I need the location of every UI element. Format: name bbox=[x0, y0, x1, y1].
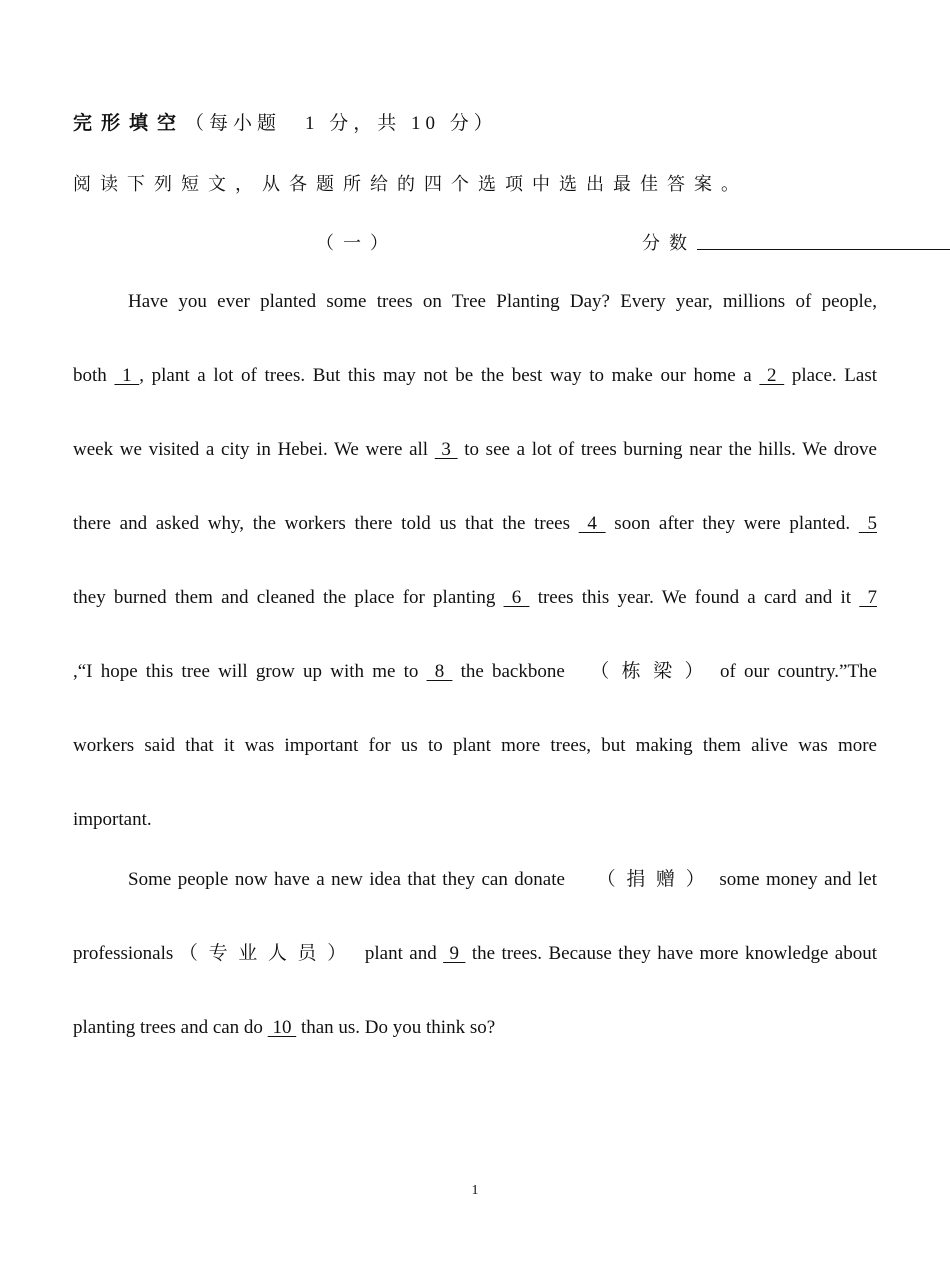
blank-4[interactable]: 4 bbox=[578, 513, 606, 534]
blank-8[interactable]: 8 bbox=[426, 661, 453, 682]
passage-line bbox=[73, 734, 877, 758]
line-text: soon after they were planted. bbox=[605, 513, 859, 534]
line-text: to see a lot of trees burning near the hills. We drove bbox=[457, 439, 877, 460]
blank-1[interactable]: 1 bbox=[114, 365, 140, 386]
section-label: （一） bbox=[316, 233, 397, 253]
passage-line bbox=[128, 868, 877, 892]
gloss: （专业人员） bbox=[177, 943, 357, 964]
line-text: , plant a lot of trees. But this may not be the best way to make our home a bbox=[139, 365, 760, 386]
score-label: 分数 bbox=[642, 233, 696, 253]
gloss: （捐赠） bbox=[594, 869, 716, 890]
blank-2[interactable]: 2 bbox=[759, 365, 785, 386]
line-text: ,“I hope this tree will grow up with me to bbox=[73, 661, 427, 682]
line-text: there and asked why, the workers there told us that the trees bbox=[73, 513, 579, 534]
line-text: place. Last bbox=[784, 365, 878, 386]
line-text: the backbone bbox=[452, 661, 565, 682]
line-text: both bbox=[73, 365, 115, 386]
passage-line bbox=[73, 808, 877, 832]
passage-line bbox=[73, 1016, 877, 1040]
line-text: professionals bbox=[73, 943, 174, 964]
blank-5[interactable]: 5 bbox=[858, 513, 878, 534]
line-text: the trees. Because they have more knowledge about bbox=[465, 943, 877, 964]
blank-10[interactable]: 10 bbox=[267, 1017, 297, 1038]
page-number: 1 bbox=[471, 1183, 479, 1198]
line-text: than us. Do you think so? bbox=[296, 1017, 496, 1038]
passage-line bbox=[73, 364, 877, 388]
instruction: 阅读下列短文，从各题所给的四个选项中选出最佳答案。 bbox=[73, 174, 748, 194]
title-main: 完形填空 bbox=[73, 113, 186, 134]
score-field bbox=[642, 229, 696, 255]
passage-line bbox=[73, 586, 877, 610]
line-text: trees this year. We found a card and it bbox=[529, 587, 860, 608]
line-text: plant and bbox=[364, 943, 444, 964]
title-note: （每小题 1 分，共 10 分） bbox=[185, 113, 498, 134]
score-blank-line[interactable] bbox=[697, 249, 950, 250]
line-text: important. bbox=[73, 809, 152, 830]
line-text: some money and let bbox=[719, 869, 877, 890]
blank-9[interactable]: 9 bbox=[443, 943, 466, 964]
section-title bbox=[73, 108, 498, 135]
line-text: planting trees and can do bbox=[73, 1017, 268, 1038]
blank-6[interactable]: 6 bbox=[503, 587, 530, 608]
passage-line bbox=[128, 290, 877, 314]
blank-7[interactable]: 7 bbox=[859, 587, 877, 608]
line-text: Have you ever planted some trees on Tree Planting Day? Every year, millions of people, bbox=[128, 291, 877, 312]
passage-line bbox=[73, 438, 877, 462]
line-text: Some people now have a new idea that they can donate bbox=[128, 869, 565, 890]
passage-line bbox=[73, 942, 877, 966]
line-text: they burned them and cleaned the place for planting bbox=[73, 587, 504, 608]
line-text: of our country.”The bbox=[719, 661, 877, 682]
passage-line bbox=[73, 660, 877, 684]
gloss: （栋梁） bbox=[586, 661, 716, 682]
passage-line bbox=[73, 512, 877, 536]
line-text: workers said that it was important for us to plant more trees, but making them alive was more bbox=[73, 735, 877, 756]
line-text: week we visited a city in Hebei. We were all bbox=[73, 439, 435, 460]
blank-3[interactable]: 3 bbox=[434, 439, 458, 460]
